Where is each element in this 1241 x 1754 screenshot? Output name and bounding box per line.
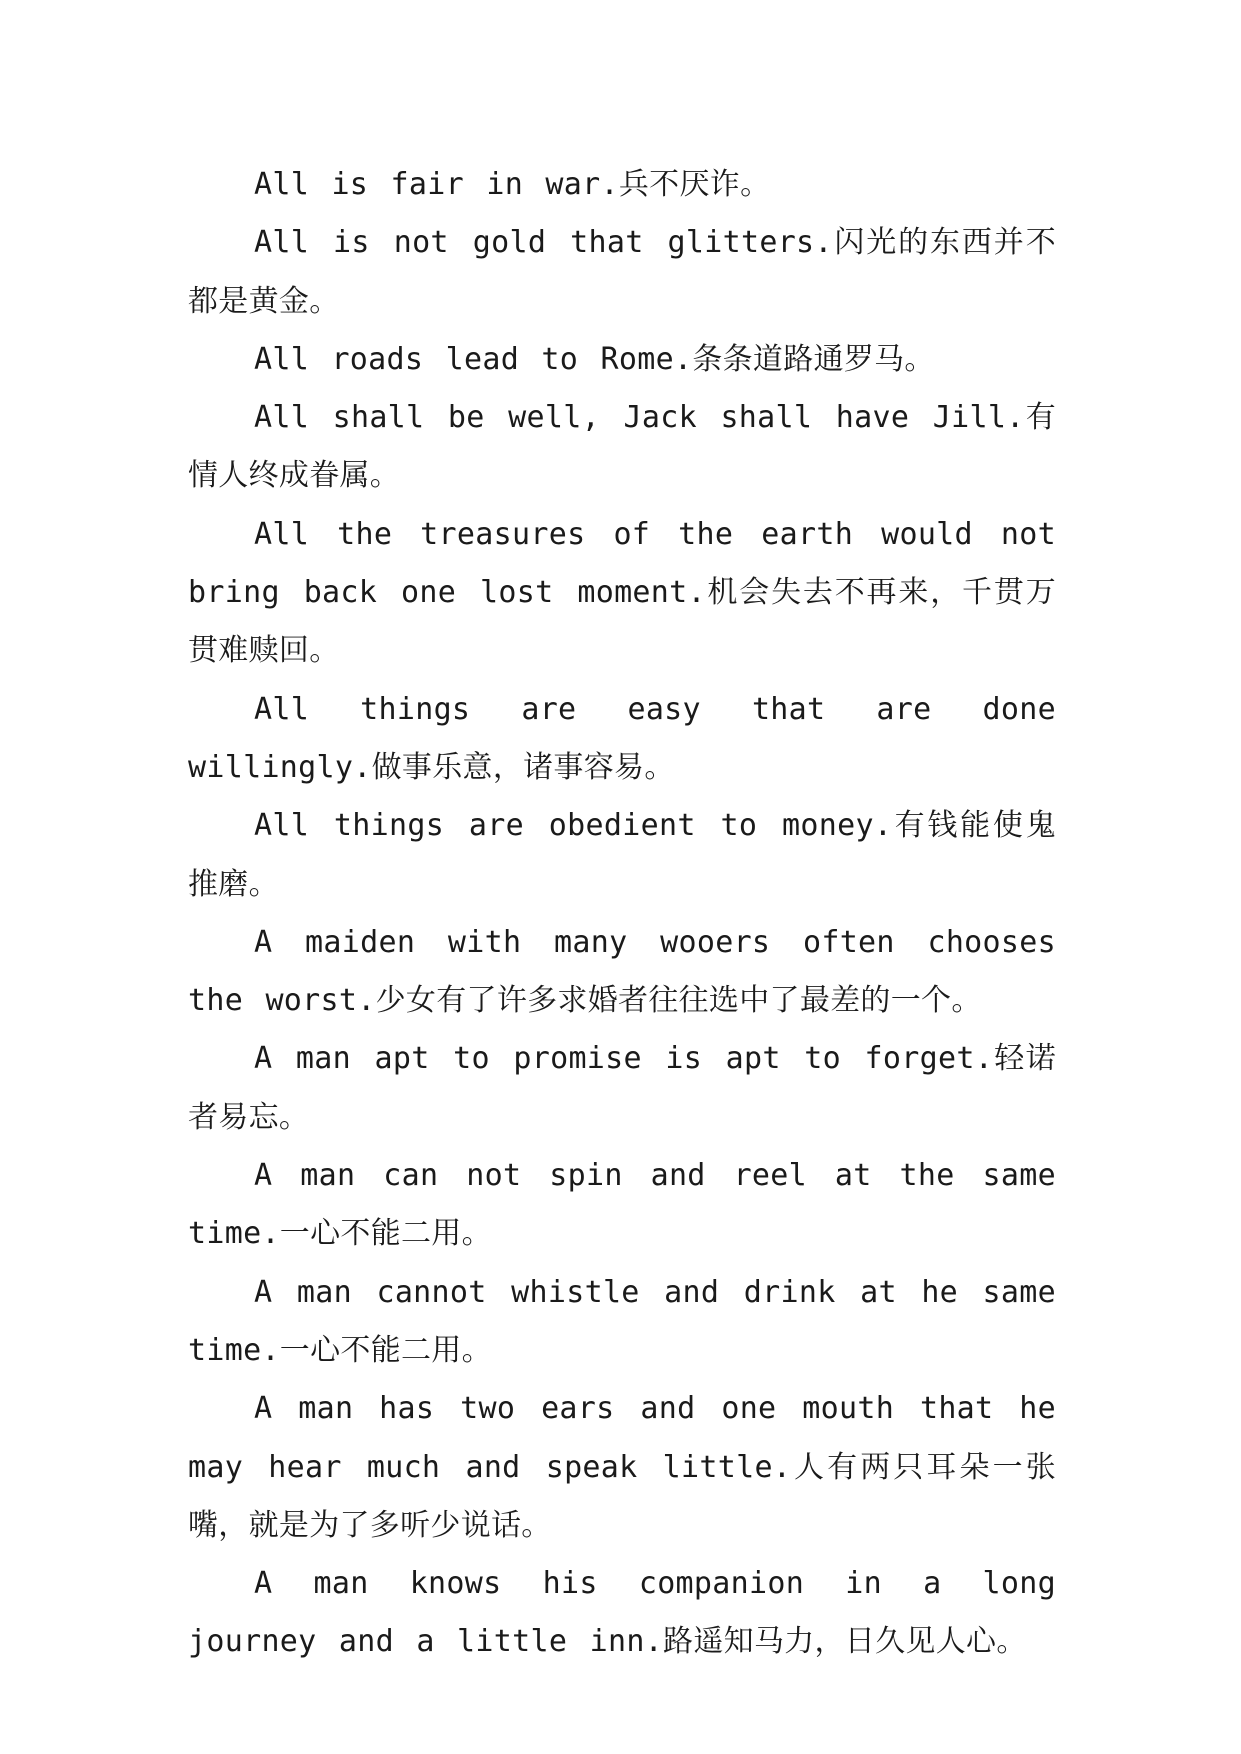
proverb-paragraph: A man cannot whistle and drink at he same time.一心不能二用。 [188, 1274, 1056, 1368]
proverb-paragraph: A man knows his companion in a long journey and a little inn.路遥知马力，日久见人心。 [188, 1566, 1056, 1660]
proverb-paragraph: All the treasures of the earth would not bring back one lost moment.机会失去不再来，千贯万贯难赎回。 [188, 516, 1056, 669]
proverb-paragraph: A man can not spin and reel at the same time.一心不能二用。 [188, 1158, 1056, 1252]
proverb-paragraph: A maiden with many wooers often chooses the worst.少女有了许多求婚者往往选中了最差的一个。 [188, 924, 1056, 1019]
proverb-paragraph: All is not gold that glitters.闪光的东西并不都是黄金。 [188, 225, 1056, 319]
proverb-paragraph: All is fair in war.兵不厌诈。 [254, 167, 771, 202]
proverb-paragraph: All things are easy that are done willingly.做事乐意，诸事容易。 [188, 691, 1056, 785]
proverb-paragraph: All roads lead to Rome.条条道路通罗马。 [254, 341, 935, 377]
proverb-paragraph: A man has two ears and one mouth that he may hear much and speak little.人有两只耳朵一张嘴，就是为了多听少说话。 [188, 1391, 1056, 1543]
proverb-paragraph: All things are obedient to money.有钱能使鬼推磨。 [188, 808, 1056, 902]
document-body [188, 156, 1056, 1672]
proverb-paragraph: All shall be well, Jack shall have Jill.有情人终成眷属。 [188, 400, 1056, 494]
proverb-paragraph: A man apt to promise is apt to forget.轻诺者易忘。 [188, 1041, 1056, 1135]
